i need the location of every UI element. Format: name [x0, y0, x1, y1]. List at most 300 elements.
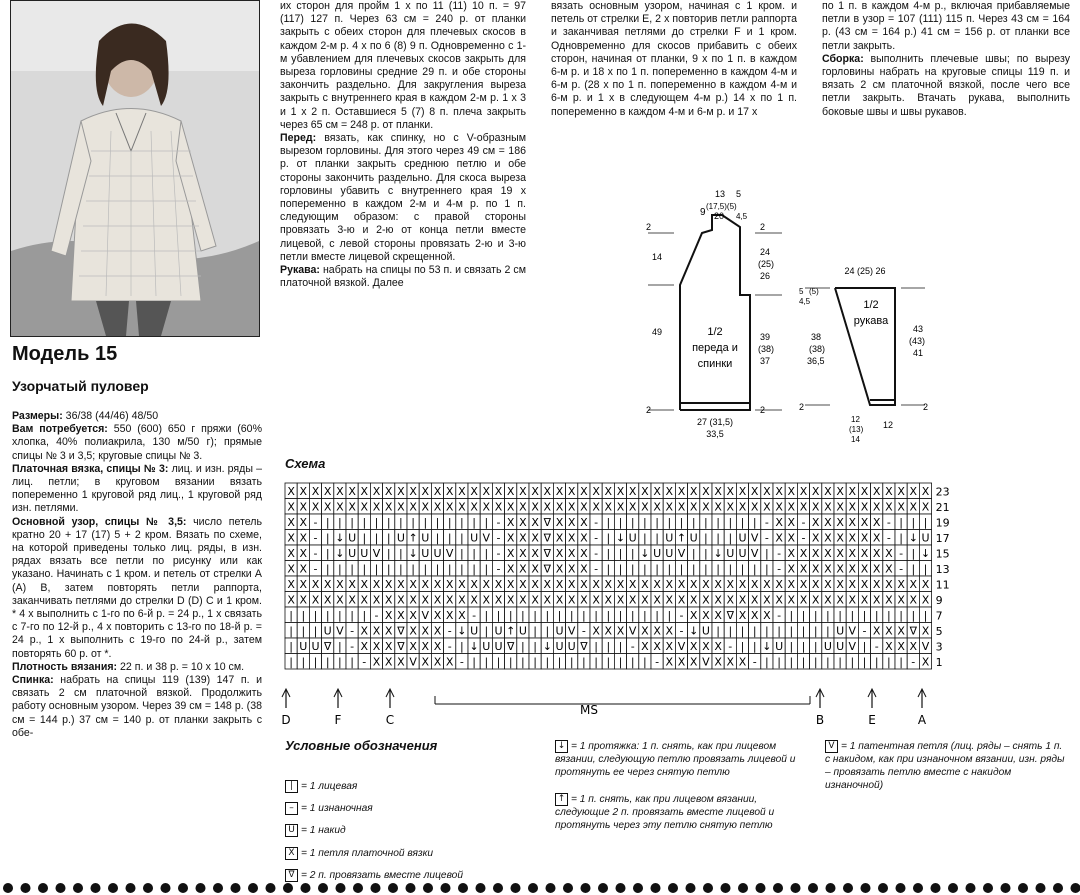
chart-cell: - — [459, 655, 464, 669]
chart-cell: X — [824, 562, 832, 576]
chart-cell: | — [899, 516, 903, 529]
chart-cell: X — [506, 547, 515, 560]
chart-cell: X — [799, 485, 808, 498]
border-dot — [528, 883, 538, 893]
chart-cell: X — [897, 578, 905, 591]
chart-cell: | — [374, 516, 379, 529]
chart-cell: U — [323, 624, 332, 638]
chart-cell: X — [909, 485, 918, 498]
chart-cell: X — [409, 640, 417, 653]
paragraph: Сборка: выполнить плечевые швы; по вырезу горловины набрать на круговые спицы 119 п. и вязать 2 см платочной вязкой, после чего все петли закрыть. Втачать рукава, выполнить боковые швы и швы рукавов. — [822, 52, 1070, 118]
chart-cell: X — [775, 516, 783, 529]
chart-cell: | — [667, 609, 672, 622]
chart-cell: X — [287, 516, 295, 529]
chart-cell: | — [704, 562, 708, 576]
chart-cell: ∇ — [543, 516, 551, 529]
chart-cell: U — [299, 640, 308, 653]
border-dot — [91, 883, 101, 893]
purl-stitch-icon: – — [285, 802, 298, 815]
chart-cell: X — [824, 578, 832, 591]
chart-cell: X — [641, 640, 649, 653]
row-number: 19 — [935, 516, 950, 530]
paragraph: по 1 п. в каждом 4-м р., включая прибавляемые петли в узор = 107 (111) 115 п. Через 43 см = 164 р. (43 см = 164 р.) 41 см = 156 р. от планки все петли закрыть. — [822, 0, 1070, 52]
chart-cell: - — [472, 609, 477, 622]
chart-cell: - — [764, 516, 769, 529]
chart-cell: | — [813, 609, 818, 622]
chart-cell: X — [506, 578, 515, 591]
chart-cell: X — [897, 500, 905, 514]
chart-cell: | — [765, 547, 769, 560]
dim-top-b: 5 — [736, 189, 742, 199]
dim-left-top: 2 — [646, 222, 652, 232]
chart-cell: X — [836, 485, 844, 498]
stitch-chart — [280, 478, 950, 733]
chart-cell: X — [872, 547, 881, 560]
paragraph: Плотность вязания: 22 п. и 38 р. = 10 х 10 см. — [12, 660, 245, 673]
chart-cell: X — [628, 485, 637, 498]
chart-cell: U — [396, 531, 405, 545]
border-dot — [178, 883, 188, 893]
chart-cell: - — [899, 547, 904, 560]
border-dot — [301, 883, 311, 893]
chart-cell: - — [862, 624, 867, 638]
chart-cell: | — [472, 547, 476, 560]
chart-cell: X — [384, 640, 393, 653]
chart-cell: X — [482, 485, 491, 498]
chart-cell: - — [350, 640, 355, 653]
chart-cell: X — [567, 531, 576, 545]
border-dot — [73, 883, 83, 893]
dim-top-c: (17,5)(5) — [706, 202, 737, 211]
chart-cell: X — [787, 531, 796, 545]
chart-cell: - — [496, 516, 501, 529]
legend-list-mid — [555, 740, 805, 832]
chart-cell: X — [836, 578, 844, 591]
chart-cell: | — [289, 655, 293, 669]
chart-cell: | — [594, 655, 598, 669]
arrow-label: F — [334, 713, 342, 727]
chart-cell: X — [872, 516, 881, 529]
chart-cell: X — [677, 578, 686, 591]
border-dot — [966, 883, 976, 893]
chart-cell: X — [763, 578, 771, 591]
chart-cell: X — [909, 640, 918, 653]
chart-cell: X — [519, 562, 527, 576]
chart-cell: X — [811, 578, 820, 591]
row-number: 11 — [935, 578, 950, 592]
chart-cell: X — [641, 624, 649, 638]
sleeve-left-bot: 2 — [799, 402, 805, 412]
chart-cell: ∇ — [726, 609, 734, 622]
chart-cell: ↓ — [335, 531, 345, 545]
chart-cell: - — [496, 562, 501, 576]
chart-cell: U — [836, 640, 845, 653]
border-dot — [581, 883, 591, 893]
chart-cell: X — [409, 624, 417, 638]
chart-cell: X — [336, 485, 344, 498]
chart-cell: | — [679, 562, 684, 576]
chart-cell: X — [860, 593, 869, 607]
chart-cell: - — [801, 516, 806, 529]
chart-cell: X — [689, 593, 698, 607]
chart-cell: - — [630, 640, 635, 653]
border-dot — [616, 883, 626, 893]
chart-cell: X — [860, 562, 869, 576]
chart-cell: X — [604, 624, 613, 638]
chart-cell: - — [362, 655, 367, 669]
border-dot — [546, 883, 556, 893]
dim-top-d: 20 — [714, 211, 725, 221]
chart-cell: X — [555, 547, 564, 560]
border-dot — [1036, 883, 1046, 893]
chart-cell: | — [740, 624, 745, 638]
chart-cell: X — [787, 516, 796, 529]
chart-cell: | — [899, 609, 903, 622]
chart-cell: X — [323, 485, 332, 498]
chart-cell: X — [494, 593, 503, 607]
legend-item: U = 1 накид — [285, 824, 525, 837]
arrow-label: C — [385, 713, 395, 727]
chart-cell: | — [435, 516, 440, 529]
row-number: 9 — [935, 594, 943, 607]
chart-cell: X — [592, 593, 600, 607]
chart-cell: X — [433, 609, 442, 622]
chart-cell: - — [911, 655, 916, 669]
chart-cell: - — [679, 609, 684, 622]
chart-cell: | — [582, 655, 586, 669]
chart-cell: | — [704, 547, 708, 560]
chart-cell: X — [665, 640, 674, 653]
chart-cell: U — [738, 547, 747, 560]
chart-cell: X — [348, 593, 356, 607]
chart-cell: | — [399, 562, 403, 576]
chart-cell: - — [874, 640, 879, 653]
chart-cell: ↓ — [335, 547, 345, 560]
chart-cell: X — [580, 500, 588, 514]
chart-cell: ↓ — [542, 640, 552, 653]
chart-cell: X — [311, 593, 320, 607]
chart-cell: X — [872, 485, 881, 498]
chart-cell: X — [409, 609, 417, 622]
column-3 — [551, 0, 797, 119]
dim-right-26: 26 — [760, 271, 771, 281]
chart-cell: X — [811, 516, 820, 529]
chart-cell: X — [372, 655, 381, 669]
border-dot — [808, 883, 818, 893]
chart-cell: X — [397, 655, 405, 669]
chart-cell: | — [301, 655, 306, 669]
chart-cell: | — [289, 640, 293, 653]
chart-cell: X — [811, 547, 820, 560]
arrow-label: E — [868, 713, 876, 727]
chart-cell: U — [701, 624, 710, 638]
chart-cell: X — [702, 485, 710, 498]
chart-cell: | — [374, 562, 379, 576]
chart-cell: X — [726, 655, 735, 669]
column-4 — [822, 0, 1070, 119]
chart-cell: X — [299, 500, 308, 514]
chart-cell: X — [848, 516, 857, 529]
chart-cell: | — [325, 609, 330, 622]
chart-cell: X — [738, 593, 747, 607]
chart-cell: X — [689, 609, 698, 622]
chart-cell: X — [458, 485, 466, 498]
chart-cell: U — [836, 624, 845, 638]
chart-cell: X — [299, 485, 308, 498]
chart-cell: | — [826, 624, 830, 638]
chart-cell: - — [496, 531, 501, 545]
chart-cell: X — [458, 578, 466, 591]
chart-cell: | — [655, 562, 659, 576]
chart-cell: X — [665, 593, 674, 607]
chart-cell: ∇ — [397, 640, 405, 653]
chart-cell: X — [641, 593, 649, 607]
chart-cell: | — [362, 516, 367, 529]
chart-cell: V — [848, 640, 857, 653]
chart-cell: X — [909, 578, 918, 591]
chart-cell: X — [750, 593, 759, 607]
sleeve-left-b: (5) — [809, 287, 819, 296]
chart-cell: X — [531, 516, 539, 529]
chart-cell: | — [765, 562, 769, 576]
chart-cell: X — [360, 624, 369, 638]
border-dot — [633, 883, 643, 893]
chart-cell: X — [848, 562, 857, 576]
chart-cell: X — [872, 500, 881, 514]
border-dot — [756, 883, 766, 893]
chart-cell: | — [813, 640, 818, 653]
chart-cell: | — [789, 609, 794, 622]
double-decrease-icon: ↑ — [555, 793, 568, 806]
chart-cell: X — [445, 609, 454, 622]
border-dot — [791, 883, 801, 893]
chart-cell: | — [789, 655, 794, 669]
chart-cell: ↓ — [762, 640, 772, 653]
chart-cell: X — [531, 485, 539, 498]
sleeve-right-41: 41 — [913, 348, 924, 358]
chart-cell: | — [606, 562, 611, 576]
border-dot — [56, 883, 66, 893]
chart-cell: | — [728, 624, 733, 638]
chart-cell: | — [911, 547, 916, 560]
chart-cell: | — [716, 624, 720, 638]
chart-cell: X — [897, 640, 905, 653]
chart-cell: | — [338, 640, 342, 653]
chart-cell: U — [665, 547, 674, 560]
chart-cell: X — [397, 593, 405, 607]
border-dot — [493, 883, 503, 893]
chart-cell: | — [618, 609, 623, 622]
chart-cell: X — [506, 516, 515, 529]
border-dot — [406, 883, 416, 893]
chart-cell: X — [702, 578, 710, 591]
sleeve-right-43: 43 — [913, 324, 924, 334]
chart-cell: ∇ — [507, 640, 515, 653]
border-dot — [686, 883, 696, 893]
chart-cell: | — [691, 562, 696, 576]
chart-cell: X — [506, 562, 515, 576]
chart-cell: | — [862, 609, 867, 622]
chart-cell: X — [506, 485, 515, 498]
chart-cell: X — [421, 500, 430, 514]
chart-cell: | — [521, 640, 525, 653]
chart-cell: X — [519, 516, 527, 529]
chart-cell: X — [897, 624, 905, 638]
chart-cell: X — [665, 500, 674, 514]
chart-cell: - — [777, 609, 782, 622]
chart-cell: X — [397, 485, 405, 498]
chart-cell: V — [567, 624, 576, 638]
chart-cell: X — [433, 578, 442, 591]
row-number: 23 — [935, 485, 950, 499]
chart-cell: U — [421, 531, 430, 545]
chart-cell: | — [472, 655, 476, 669]
chart-cell: X — [714, 500, 722, 514]
chart-cell: | — [606, 516, 611, 529]
chart-cell: X — [372, 485, 381, 498]
chart-cell: X — [763, 593, 771, 607]
chart-cell: ↓ — [615, 531, 626, 545]
chart-cell: X — [604, 578, 613, 591]
chart-cell: X — [506, 531, 515, 545]
chart-cell: | — [325, 655, 330, 669]
chart-cell: X — [836, 593, 844, 607]
border-dot — [1001, 883, 1011, 893]
chart-cell: V — [750, 531, 759, 545]
chart-cell: | — [923, 609, 928, 622]
chart-cell: | — [594, 609, 598, 622]
chart-cell: | — [911, 609, 916, 622]
row-number: 7 — [935, 609, 943, 623]
chart-cell: X — [763, 500, 771, 514]
chart-cell: X — [336, 500, 344, 514]
chart-cell: X — [653, 640, 661, 653]
chart-cell: | — [801, 640, 806, 653]
legend-item: ↑ = 1 п. снять, как при лицевом вязании, следующие 2 п. провязать вместе лицевой и протянуть через эту петлю снятую петлю — [555, 794, 775, 832]
chart-cell: | — [606, 655, 611, 669]
sleeve-top: 24 (25) 26 — [844, 266, 886, 276]
chart-cell: X — [824, 516, 832, 529]
sleeve-bottom-d: 12 — [883, 420, 894, 430]
border-dot — [896, 883, 906, 893]
chart-cell: X — [702, 593, 710, 607]
chart-cell: X — [384, 624, 393, 638]
chart-cell: X — [885, 578, 893, 591]
chart-cell: X — [909, 593, 918, 607]
border-dot — [441, 883, 451, 893]
chart-cell: U — [470, 624, 479, 638]
chart-cell: X — [567, 593, 576, 607]
chart-cell: | — [557, 655, 562, 669]
chart-cell: X — [848, 531, 857, 545]
row-number: 17 — [935, 532, 950, 545]
chart-cell: | — [716, 516, 720, 529]
chart-cell: | — [423, 562, 428, 576]
chart-cell: X — [360, 578, 369, 591]
paragraph: Основной узор, спицы № 3,5: число петель кратно 20 + 17 (17) 5 + 2 кром. Вязать по схеме, на которой приведены только лиц. ряды, в изн. рядах вязать все петли по рисунку или как указано. Начинать с 1 кром. и петель от стрелки A (A) B, затем повторять петли раппорта, заканчивать петлями до стрелки D (D) C и 1 кром. * 4 х выполнить с 1-го по 6-й р. = 24 р., 1 х связать с 7-го по 12-й р., 4 х повторить с 13-го по 18-й р. = 24 р., 1 х выполнить с 19-го по 24-й р., затем повторять 60 р. от *. — [12, 515, 262, 660]
chart-cell: X — [421, 640, 430, 653]
chart-cell: | — [594, 640, 598, 653]
chart-cell: | — [899, 531, 903, 545]
chart-cell: X — [580, 485, 588, 498]
chart-cell: | — [484, 655, 489, 669]
chart-cell: X — [421, 578, 430, 591]
chart-cell: X — [592, 624, 600, 638]
chart-cell: X — [494, 500, 503, 514]
chart-cell: X — [531, 593, 539, 607]
chart-cell: X — [433, 640, 442, 653]
sleeve-bottom-a: 12 — [851, 415, 860, 424]
chart-cell: X — [519, 578, 527, 591]
border-dot — [388, 883, 398, 893]
chart-cell: X — [811, 531, 820, 545]
chart-cell: | — [289, 624, 293, 638]
chart-cell: X — [726, 578, 735, 591]
chart-cell: U — [348, 531, 357, 545]
chart-cell: | — [508, 655, 513, 669]
dim-right-24: 24 — [760, 247, 771, 257]
chart-cell: X — [641, 485, 649, 498]
chart-cell: - — [886, 531, 891, 545]
chart-cell: | — [874, 655, 879, 669]
chart-cell: X — [787, 562, 796, 576]
border-dot — [336, 883, 346, 893]
chart-cell: X — [299, 531, 308, 545]
chart-cell: X — [848, 500, 857, 514]
chart-cell: X — [421, 593, 430, 607]
dim-left-14: 14 — [652, 252, 663, 262]
chart-cell: X — [616, 485, 625, 498]
chart-cell: | — [362, 562, 367, 576]
paragraph: Перед: вязать, как спинку, но с V-образным вырезом горловины. Для этого через 49 см = 186 р. от планки закрыть среднюю петлю и обе стороны закончить раздельно. Для скоса выреза горловины убавить с внутреннего края 19 х попеременно в каждом 2-м и 4-м р. по 1 п. следующим образом: с правой стороны провязать 3-ю и 2-ю от конца петли вместе лицевой, с левой стороны провязать 2-ю и 3-ю петли вместе лицевой скрещенной. — [280, 132, 526, 263]
chart-cell: X — [872, 593, 881, 607]
chart-cell: U — [823, 640, 832, 653]
chart-cell: X — [616, 578, 625, 591]
chart-cell: X — [738, 655, 747, 669]
chart-cell: V — [677, 640, 686, 653]
chart-cell: U — [494, 640, 503, 653]
border-dot — [598, 883, 608, 893]
chart-cell: X — [592, 578, 600, 591]
border-dot — [1053, 883, 1063, 893]
chart-cell: X — [726, 593, 735, 607]
chart-cell: X — [482, 578, 491, 591]
chart-cell: - — [777, 562, 782, 576]
chart-cell: | — [789, 640, 794, 653]
knit-stitch-icon: | — [285, 780, 298, 793]
dim-right-37: 37 — [760, 356, 771, 366]
chart-cell: | — [716, 531, 720, 545]
chart-cell: X — [628, 500, 637, 514]
chart-cell: | — [789, 624, 794, 638]
chart-cell: X — [799, 547, 808, 560]
chart-cell: - — [886, 516, 891, 529]
chart-cell: | — [521, 655, 525, 669]
chart-cell: X — [519, 531, 527, 545]
chart-cell: | — [460, 640, 464, 653]
chart-cell: U — [433, 547, 442, 560]
chart-cell: X — [775, 500, 783, 514]
chart-cell: U — [555, 624, 564, 638]
chart-cell: X — [445, 655, 454, 669]
chart-cell: X — [311, 578, 320, 591]
chart-cell: | — [850, 609, 855, 622]
sleeve-right-43b: (43) — [909, 336, 926, 346]
chart-cell: X — [689, 500, 698, 514]
border-dot — [248, 883, 258, 893]
chart-cell: | — [801, 624, 806, 638]
chart-cell: X — [311, 500, 320, 514]
